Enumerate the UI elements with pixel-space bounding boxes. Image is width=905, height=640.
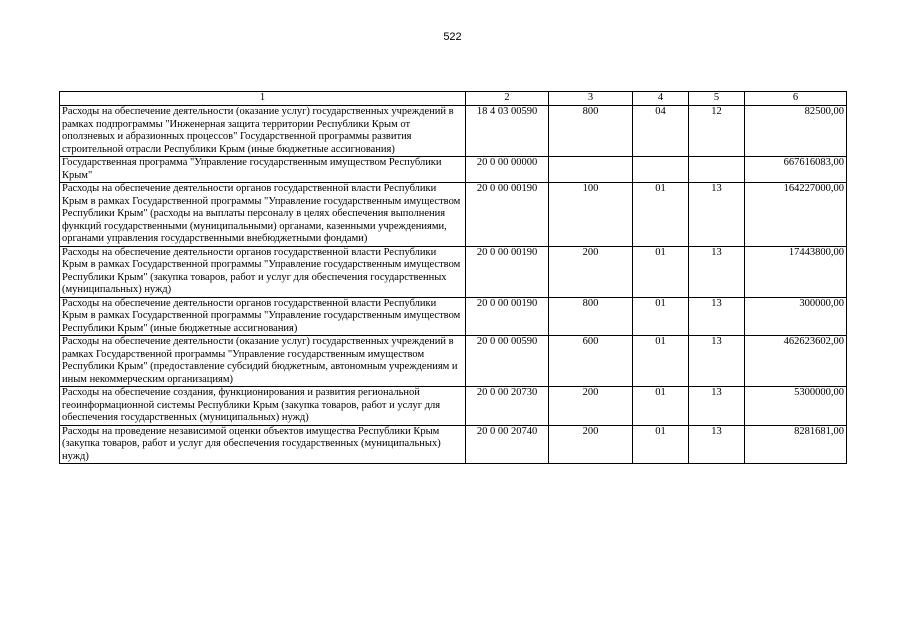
table-header-row xyxy=(60,92,847,106)
column-header: 3 xyxy=(549,92,633,106)
expense-type-code: 200 xyxy=(549,246,633,297)
expense-type-code: 600 xyxy=(549,336,633,387)
section-code: 01 xyxy=(633,387,689,426)
amount: 164227000,00 xyxy=(745,183,847,247)
column-header: 5 xyxy=(689,92,745,106)
table-row xyxy=(60,183,847,247)
amount: 82500,00 xyxy=(745,106,847,157)
expense-description: Расходы на проведение независимой оценки объектов имущества Республики Крым (закупка товаров, работ и услуг для обеспечения государственных (муниципальных) нужд) xyxy=(60,425,466,464)
amount: 462623602,00 xyxy=(745,336,847,387)
subsection-code xyxy=(689,157,745,183)
column-header: 6 xyxy=(745,92,847,106)
expense-type-code: 100 xyxy=(549,183,633,247)
target-article-code: 20 0 00 00190 xyxy=(466,183,549,247)
expense-description: Расходы на обеспечение деятельности (оказание услуг) государственных учреждений в рамках подпрограммы "Инженерная защита территории Республики Крым от оползневых и абразионных процессов" Государственной программы развития строительной отрасли Республики Крым (иные бюджетные ассигнования) xyxy=(60,106,466,157)
section-code: 01 xyxy=(633,336,689,387)
expense-description: Расходы на обеспечение деятельности органов государственной власти Республики Крым в рамках Государственной программы "Управление государственным имуществом Республики Крым" (расходы на выплаты персоналу в целях обеспечения выполнения функций государственными (муниципальными) органами, казенными учреждениями, органами управления государственными внебюджетными фондами) xyxy=(60,183,466,247)
amount: 5300000,00 xyxy=(745,387,847,426)
section-code: 01 xyxy=(633,246,689,297)
subsection-code: 13 xyxy=(689,336,745,387)
target-article-code: 20 0 00 00190 xyxy=(466,297,549,336)
subsection-code: 13 xyxy=(689,297,745,336)
table-row xyxy=(60,157,847,183)
target-article-code: 18 4 03 00590 xyxy=(466,106,549,157)
page-number: 522 xyxy=(443,31,462,43)
expense-description: Расходы на обеспечение создания, функционирования и развития региональной геоинформационной системы Республики Крым (закупка товаров, работ и услуг для обеспечения государственных (муниципальных) нужд) xyxy=(60,387,466,426)
table-row xyxy=(60,106,847,157)
expense-type-code xyxy=(549,157,633,183)
subsection-code: 12 xyxy=(689,106,745,157)
expense-type-code: 200 xyxy=(549,425,633,464)
amount: 667616083,00 xyxy=(745,157,847,183)
subsection-code: 13 xyxy=(689,246,745,297)
expense-description: Расходы на обеспечение деятельности органов государственной власти Республики Крым в рамках Государственной программы "Управление государственным имуществом Республики Крым" (закупка товаров, работ и услуг для обеспечения государственных (муниципальных) нужд) xyxy=(60,246,466,297)
subsection-code: 13 xyxy=(689,425,745,464)
section-code: 01 xyxy=(633,297,689,336)
target-article-code: 20 0 00 00590 xyxy=(466,336,549,387)
table-row xyxy=(60,336,847,387)
amount: 300000,00 xyxy=(745,297,847,336)
table-row xyxy=(60,387,847,426)
section-code: 04 xyxy=(633,106,689,157)
expense-description: Государственная программа "Управление государственным имуществом Республики Крым" xyxy=(60,157,466,183)
column-header: 2 xyxy=(466,92,549,106)
table-row xyxy=(60,246,847,297)
section-code: 01 xyxy=(633,425,689,464)
section-code xyxy=(633,157,689,183)
column-header: 1 xyxy=(60,92,466,106)
expense-description: Расходы на обеспечение деятельности органов государственной власти Республики Крым в рамках Государственной программы "Управление государственным имуществом Республики Крым" (иные бюджетные ассигнования) xyxy=(60,297,466,336)
amount: 8281681,00 xyxy=(745,425,847,464)
target-article-code: 20 0 00 20730 xyxy=(466,387,549,426)
section-code: 01 xyxy=(633,183,689,247)
subsection-code: 13 xyxy=(689,387,745,426)
table-row xyxy=(60,297,847,336)
table-row xyxy=(60,425,847,464)
amount: 17443800,00 xyxy=(745,246,847,297)
column-header: 4 xyxy=(633,92,689,106)
expense-type-code: 800 xyxy=(549,297,633,336)
subsection-code: 13 xyxy=(689,183,745,247)
expense-type-code: 800 xyxy=(549,106,633,157)
expense-type-code: 200 xyxy=(549,387,633,426)
target-article-code: 20 0 00 00190 xyxy=(466,246,549,297)
expense-description: Расходы на обеспечение деятельности (оказание услуг) государственных учреждений в рамках Государственной программы "Управление государственным имуществом Республики Крым" (предоставление субсидий бюджетным, автономным учреждениям и иным некоммерческим организациям) xyxy=(60,336,466,387)
target-article-code: 20 0 00 00000 xyxy=(466,157,549,183)
target-article-code: 20 0 00 20740 xyxy=(466,425,549,464)
budget-table xyxy=(59,91,847,464)
